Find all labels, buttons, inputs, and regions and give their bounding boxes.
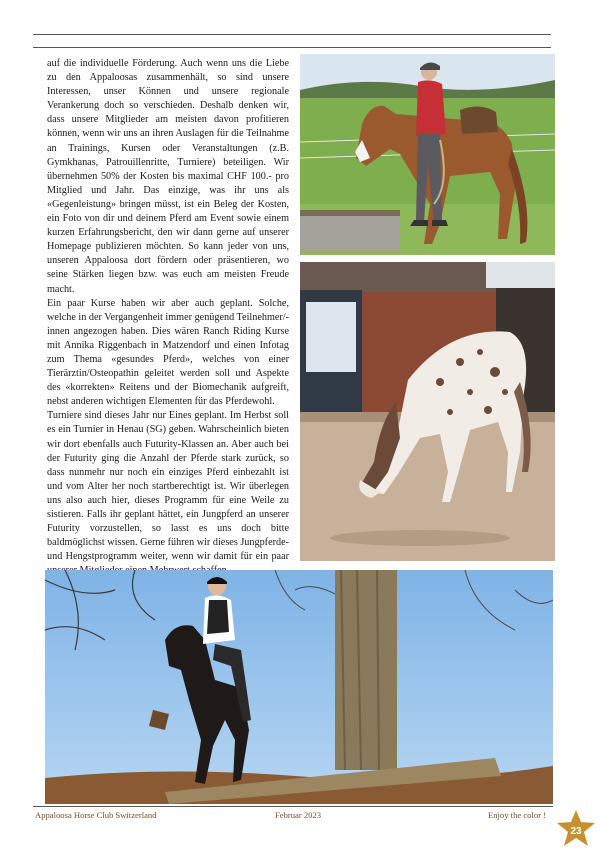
photo-rider-cross-country <box>45 570 553 804</box>
footer-tagline: Enjoy the color ! <box>488 810 546 820</box>
photo-appaloosa-bowing <box>300 262 555 561</box>
article-text-column <box>47 57 289 607</box>
footer-date: Februar 2023 <box>275 810 322 820</box>
footer-rule <box>33 806 553 807</box>
paragraph-tournaments: Turniere sind dieses Jahr nur Eines geplant. Im Herbst soll es ein Turnier in Henau (SG) geben. Wahrscheinlich bieten wir dort ebenfalls auch Futurity-Klassen an. Aber auch bei der Futurity ging die Anzahl der Pferde stark zurück, so dass nunmehr nur noch ein einziges Pferd einbezahlt ist und vom Alter her noch startberechtigt ist. Wir überlegen uns also auch hier, dieses Programm für eine Weile zu sistieren. Falls ihr geplant hättet, ein Jungpferd an unserer Futurity vorzustellen, so lasst es uns doch bitte baldmöglichst wissen. Gerne führen wir dieses Jungpferde- und Hengstprogramm weiter, wenn wir damit für ein paar <box>47 410 289 563</box>
page-number: 23 <box>570 826 582 837</box>
paragraph-support: auf die individuelle Förderung. Auch wenn uns die Liebe zu den Appaloosas zusammenhält, so sind unsere Interessen, unser Können und unsere regionale Verankerung doch so verschieden. Deshalb denken wir, dass unsere Mitglieder am meisten davon profitieren können, wenn wir uns an ihren Auslagen für die Teilnahme an Trainings, Kursen oder Veranstaltungen (z.B. Gymkhanas, Patrouillenritte, Turniere) beteiligen. Wir übernehmen 50% der Kosten bis maximal CHF 100.- pro Mitglied und Jahr. Das einzige, was ihr uns als «Gegenleistung» bringen müsst, ist ein Beleg der Kosten, ein Foto von dir und deinem Pferd am Event sowie einem kurzen Erfahrungsbericht, den wir dann gerne auf unserer Homepage publizieren möchten. So kann jeder von uns, unseren Appaloosa dort fördern oder präsentieren, wo seine Stärken liegen bzw. was euch am meisten Freude macht. <box>47 58 289 295</box>
photo-woman-with-horse <box>300 54 555 255</box>
paragraph-courses: Ein paar Kurse haben wir aber auch geplant. Solche, welche in der Vergangenheit immer genügend Teilnehmer/-innen angezogen haben. Dies wären Ranch Riding Kurse mit Annika Riggenbach in Matzendorf und einen Infotag zum Thema «gesundes Pferd», welches von einer Tierärztin/Osteopathin geleitet werden soll und Aspekte des «korrekten» Reitens und der Biomechanik aufgreift, nebst anderen wichtigen Elementen für das Pferdewohl. <box>47 297 290 408</box>
header-rule-bottom <box>33 47 551 48</box>
page-number-star <box>556 809 596 847</box>
footer-club-name: Appaloosa Horse Club Switzerland <box>35 810 157 820</box>
header-rule-top <box>33 34 551 35</box>
